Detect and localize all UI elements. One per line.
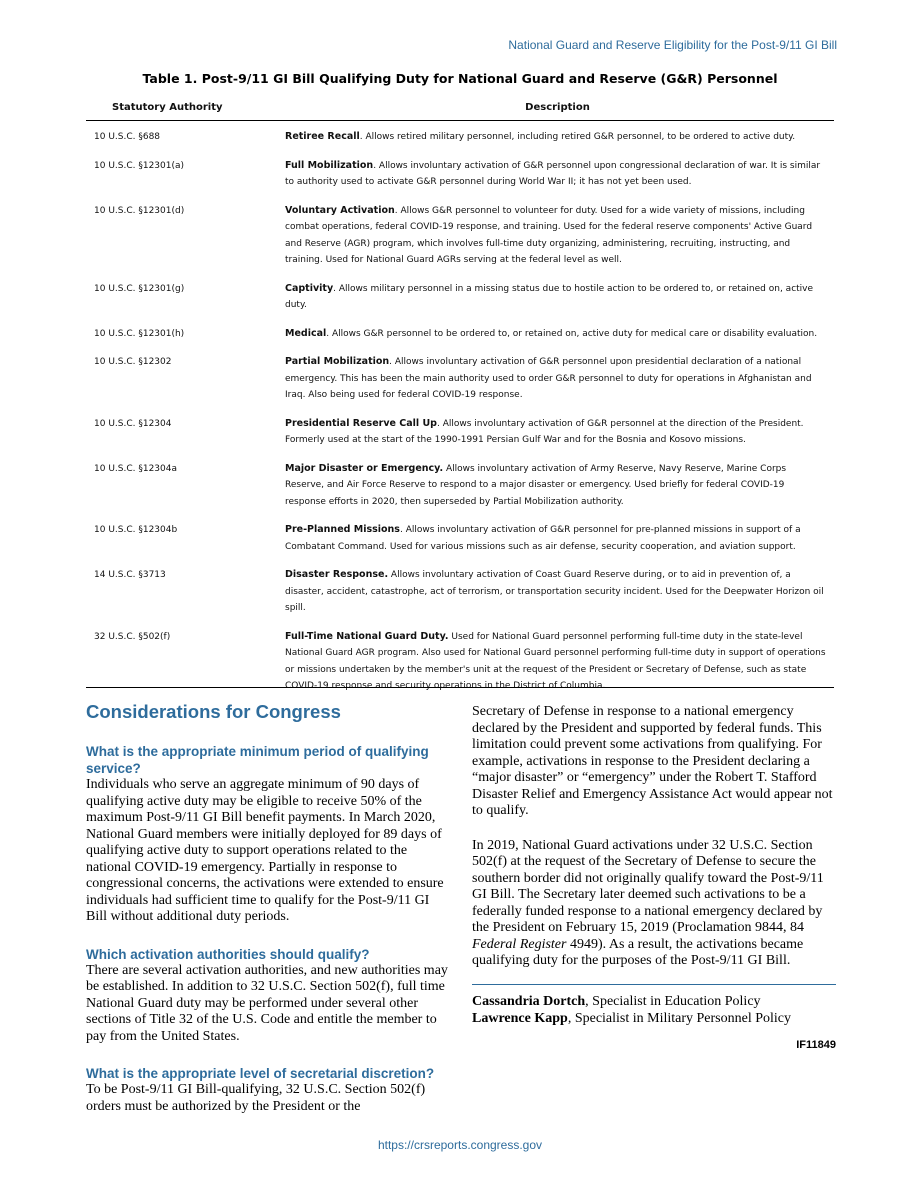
author-name: Cassandria Dortch [472,993,586,1009]
duty-description: Allows involuntary activation of Army Reserve, Navy Reserve, Marine Corps Reserve, and Air Force Reserve to respond to a major disaster or emergency. Used briefly for federal COVID-19 response efforts in 2020, then superseded by Partial Mobilization authority. [285,463,787,507]
paragraph-secretary-limitation: Secretary of Defense in response to a national emergency declared by the President and supported by federal funds. This limitation could prevent some activations from qualifying. For example, activations in response to the President declaring a “major disaster” or “emergency” under the Robert T. Stafford Disaster Relief and Emergency Assistance Act would appear not to qualify. [472,704,833,818]
duty-term: Captivity [285,282,334,294]
statutory-authority-cell: 10 U.S.C. §12304b [94,525,178,535]
running-header: National Guard and Reserve Eligibility for the Post-9/11 GI Bill [508,38,837,52]
qualifying-duty-table [86,94,834,699]
paragraph-minimum-period: Individuals who serve an aggregate minimum of 90 days of qualifying active duty may be eligible to receive 50% of the maximum Post-9/11 GI Bill benefit payments. In March 2020, National Guard members were initially deployed for 89 days of qualifying active duty to support operations related to the national COVID-19 emergency. Partially in response to congressional concerns, the activations were extended to ensure individuals had sufficient time to qualify for the Post-9/11 GI Bill without additional duty periods. [86,777,444,924]
column-header-authority: Statutory Authority [86,94,281,121]
duty-description: . Allows G&R personnel to be ordered to, or retained on, active duty for medical care or disability evaluation. [326,328,818,339]
description-cell [281,514,834,559]
author-role: , Specialist in Military Personnel Policy [567,1010,792,1026]
duty-description: Used for National Guard personnel performing full-time duty in the state-level National Guard AGR program. Also used for National Guard personnel performing full-time duty in support of operations or missions undertaken by the member's unit at the request of the President or Secretary of Defense, such as state COVID-19 response and security operations in the District of Columbia. [285,631,826,691]
duty-term: Presidential Reserve Call Up [285,417,437,429]
duty-term: Retiree Recall [285,131,360,142]
column-header-description: Description [281,94,834,121]
author-name: Lawrence Kapp [472,1010,568,1026]
question-minimum-period: What is the appropriate minimum period of qualifying service? [86,744,429,776]
statutory-authority-cell: 14 U.S.C. §3713 [94,570,166,580]
duty-description: Allows involuntary activation of Coast Guard Reserve during, or to aid in prevention of, a disaster, accident, catastrophe, act of terrorism, or transportation security incident. Used for the Deepwater Horizon oil spill. [285,570,824,613]
duty-description: . Allows involuntary activation of G&R personnel at the direction of the President. Formerly used at the start of the 1990-1991 Persian Gulf War and for the Bosnia and Kosovo missions. [285,418,804,445]
author-divider [472,984,836,985]
table-row [86,346,834,408]
document-id: IF11849 [796,1038,836,1051]
question-secretarial-discretion: What is the appropriate level of secretarial discretion? [86,1066,435,1081]
table-row [86,408,834,453]
statutory-authority-cell: 10 U.S.C. §688 [94,132,161,142]
description-cell [281,121,834,150]
duty-term: Full Mobilization [285,159,374,171]
paragraph-southern-border-a: In 2019, National Guard activations under 32 U.S.C. Section 502(f) at the request of the Secretary of Defense to secure the southern border did not originally qualify toward the Post-9/11 GI Bill. The Secretary later deemed such activations to be a federally funded response to a national emergency declared by the President on February 15, 2019 (Proclamation 9844, 84 [472,837,824,935]
table-row [86,453,834,515]
description-cell [281,408,834,453]
statutory-authority-cell: 32 U.S.C. §502(f) [94,631,171,642]
table-row [86,514,834,559]
table-row [86,318,834,347]
federal-register-italic: Federal Register [472,936,567,952]
left-column [86,701,452,1129]
statutory-authority-cell: 10 U.S.C. §12302 [94,357,172,367]
duty-description: . Allows military personnel in a missing status due to hostile action to be ordered to, or retained on, active duty. [285,283,814,310]
author-kapp [472,1010,836,1027]
author-role: , Specialist in Education Policy [585,993,761,1009]
table-bottom-rule [86,687,834,688]
table-row [86,150,834,195]
description-cell [281,273,834,318]
duty-term: Major Disaster or Emergency. [285,462,444,474]
statutory-authority-cell: 10 U.S.C. §12304 [94,418,172,429]
table-header-row [86,94,834,121]
table-row [86,195,834,273]
table-body [86,121,834,699]
duty-term: Pre-Planned Missions [285,524,400,535]
duty-term: Partial Mobilization [285,356,390,367]
paragraph-southern-border-b: 4949). As a result, the activations became qualifying duty for the purposes of the Post-9/11 GI Bill. [472,936,804,968]
duty-description: . Allows involuntary activation of G&R personnel upon congressional declaration of war. It is similar to authority used to activate G&R personnel during World War II; it has not yet been used. [285,160,821,187]
section-title: Considerations for Congress [86,701,341,722]
table-row [86,559,834,621]
paragraph-southern-border [472,838,836,970]
description-cell [281,559,834,621]
table-row [86,273,834,318]
description-cell [281,453,834,515]
duty-description: . Allows involuntary activation of G&R personnel for pre-planned missions in support of a Combatant Command. Used for various missions such as air defense, security cooperation, and aviation support. [285,525,801,552]
statutory-authority-cell: 10 U.S.C. §12301(a) [94,160,185,171]
table-row [86,121,834,150]
paragraph-activation-authorities: There are several activation authorities, and new authorities may be established. In addition to 32 U.S.C. Section 502(f), full time National Guard duty may be performed under several other sections of Title 32 of the U.S. Code and entitle the member to pay from the United States. [86,962,448,1044]
question-activation-authorities: Which activation authorities should qualify? [86,946,370,962]
duty-term: Voluntary Activation [285,204,395,216]
duty-term: Full-Time National Guard Duty. [285,630,449,642]
statutory-authority-cell: 10 U.S.C. §12301(h) [94,328,185,339]
duty-term: Disaster Response. [285,569,389,580]
statutory-authority-cell: 10 U.S.C. §12301(g) [94,283,185,294]
right-column [472,704,836,1051]
statutory-authority-cell: 10 U.S.C. §12304a [94,463,177,474]
description-cell [281,195,834,273]
duty-description: . Allows involuntary activation of G&R personnel upon presidential declaration of a national emergency. This has been the main authority used to order G&R personnel to duty for operations in Afghanistan and Iraq. Also being used for federal COVID-19 response. [285,357,812,400]
paragraph-secretarial-discretion: To be Post-9/11 GI Bill-qualifying, 32 U.S.C. Section 502(f) orders must be authorized by the President or the [86,1082,426,1114]
table-title: Table 1. Post-9/11 GI Bill Qualifying Duty for National Guard and Reserve (G&R) Personnel [142,71,778,86]
description-cell [281,318,834,347]
duty-description: . Allows G&R personnel to volunteer for duty. Used for a wide variety of missions, including combat operations, federal COVID-19 response, and training. Used for the federal reserve components' Active Guard and Reserve (AGR) program, which involves full-time duty organizing, administering, recruiting, instructing, and training. Used for National Guard AGRs serving at the federal level as well. [285,205,813,265]
statutory-authority-cell: 10 U.S.C. §12301(d) [94,205,185,216]
duty-description: . Allows retired military personnel, including retired G&R personnel, to be ordered to active duty. [359,132,796,142]
footer-link[interactable]: https://crsreports.congress.gov [377,1138,543,1152]
duty-term: Medical [285,327,327,339]
description-cell [281,150,834,195]
author-dortch [472,993,836,1010]
description-cell [281,346,834,408]
